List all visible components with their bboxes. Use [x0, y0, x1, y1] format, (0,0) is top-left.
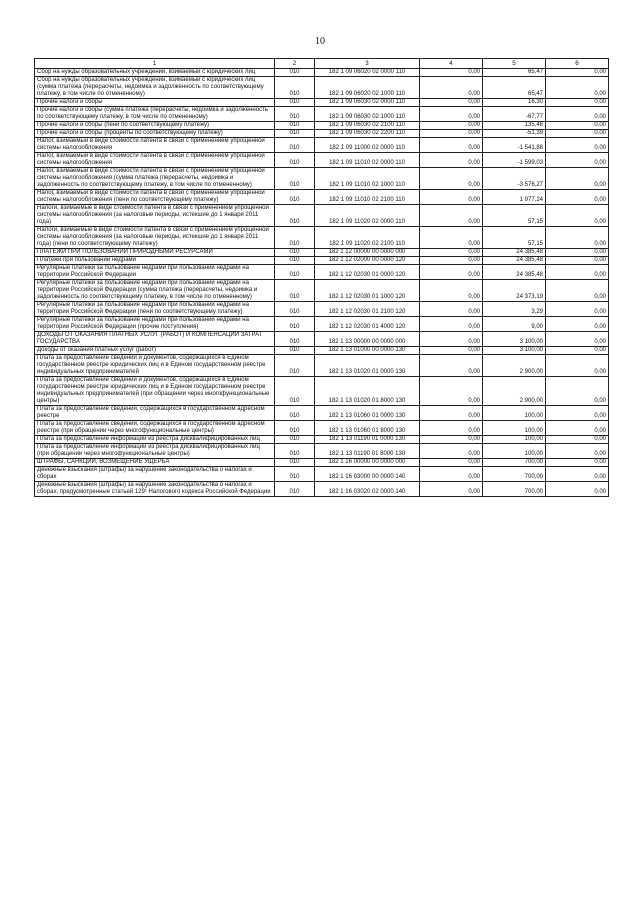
row-col6-value-cell: 0,00 [546, 107, 609, 122]
row-budget-code-cell: 182 1 09 11010 02 0000 110 [315, 153, 420, 168]
row-col4-value-cell: 0,00 [420, 249, 483, 257]
row-budget-code-cell: 182 1 09 06030 02 2200 110 [315, 130, 420, 138]
row-name-cell: Налог, взимаемый в виде стоимости патента в связи с применением упрощенной системы налогообложения (сумма платежа (перерасчеты, недоимка и задолженность по соответствующему платежу, в том числе по отмененному) [35, 168, 275, 190]
row-col5-value-cell: 2 900,00 [483, 355, 546, 377]
column-header-row [35, 59, 609, 69]
row-col6-value-cell: 0,00 [546, 421, 609, 436]
row-col5-value-cell: 700,00 [483, 467, 546, 482]
row-col6-value-cell: 0,00 [546, 436, 609, 444]
row-col5-value-cell: 700,00 [483, 459, 546, 467]
row-col6-value-cell: 0,00 [546, 347, 609, 355]
row-name-cell: Регулярные платежи за пользование недрами при пользовании недрами на территории Российской Федерации [35, 265, 275, 280]
table-row [35, 436, 609, 444]
row-name-cell: Налог, взимаемый в виде стоимости патента в связи с применением упрощенной системы налогообложения [35, 138, 275, 153]
row-col4-value-cell: 0,00 [420, 69, 483, 77]
row-col6-value-cell: 0,00 [546, 257, 609, 265]
row-col6-value-cell: 0,00 [546, 482, 609, 497]
row-name-cell: Прочие налоги и сборы (сумма платежа (перерасчеты, недоимка и задолженность по соответствующему платежу, в том числе по отмененному) [35, 107, 275, 122]
table-row [35, 280, 609, 302]
row-line-code-cell: 010 [275, 332, 315, 347]
row-line-code-cell: 010 [275, 436, 315, 444]
table-row [35, 130, 609, 138]
row-col4-value-cell: 0,00 [420, 205, 483, 227]
row-col6-value-cell: 0,00 [546, 138, 609, 153]
row-col4-value-cell: 0,00 [420, 77, 483, 99]
row-col6-value-cell: 0,00 [546, 249, 609, 257]
table-row [35, 227, 609, 249]
table-row [35, 406, 609, 421]
row-col6-value-cell: 0,00 [546, 406, 609, 421]
row-col5-value-cell: 16,30 [483, 99, 546, 107]
row-line-code-cell: 010 [275, 227, 315, 249]
table-row [35, 168, 609, 190]
row-col5-value-cell: 24 385,48 [483, 257, 546, 265]
row-col6-value-cell: 0,00 [546, 168, 609, 190]
table-row [35, 377, 609, 406]
row-line-code-cell: 010 [275, 257, 315, 265]
row-budget-code-cell: 182 1 12 02030 01 1000 120 [315, 280, 420, 302]
row-name-cell: Налоги, взимаемые в виде стоимости патента в связи с применением упрощенной системы налогообложения (за налоговые периоды, истекшие до 1 января 2011 года) [35, 205, 275, 227]
row-col5-value-cell: -3 576,27 [483, 168, 546, 190]
row-budget-code-cell: 182 1 13 01190 01 0000 130 [315, 436, 420, 444]
row-col4-value-cell: 0,00 [420, 459, 483, 467]
row-col4-value-cell: 0,00 [420, 280, 483, 302]
row-line-code-cell: 010 [275, 467, 315, 482]
table-row [35, 355, 609, 377]
row-name-cell: Регулярные платежи за пользование недрами при пользовании недрами на территории Российской Федерации (прочие поступления) [35, 317, 275, 332]
column-header-1: 1 [35, 59, 275, 69]
row-name-cell: Плата за предоставление информации из реестра дисквалифицированных лиц (при обращении через многофункциональные центры) [35, 444, 275, 459]
row-col6-value-cell: 0,00 [546, 205, 609, 227]
row-col6-value-cell: 0,00 [546, 265, 609, 280]
row-col4-value-cell: 0,00 [420, 347, 483, 355]
row-col6-value-cell: 0,00 [546, 280, 609, 302]
row-name-cell: Сбор на нужды образовательных учреждений, взимаемый с юридических лиц (сумма платежа (перерасчеты, недоимка и задолженность по соответствующему платежу, в том числе по отмененному) [35, 77, 275, 99]
row-col5-value-cell: 700,00 [483, 482, 546, 497]
row-name-cell: Прочие налоги и сборы (проценты по соответствующему платежу) [35, 130, 275, 138]
row-col4-value-cell: 0,00 [420, 190, 483, 205]
row-col5-value-cell: 65,47 [483, 77, 546, 99]
row-name-cell: ДОХОДЫ ОТ ОКАЗАНИЯ ПЛАТНЫХ УСЛУГ (РАБОТ) И КОМПЕНСАЦИИ ЗАТРАТ ГОСУДАРСТВА [35, 332, 275, 347]
row-budget-code-cell: 182 1 13 01060 01 8000 130 [315, 421, 420, 436]
row-line-code-cell: 010 [275, 205, 315, 227]
row-col5-value-cell: 3 100,00 [483, 332, 546, 347]
row-line-code-cell: 010 [275, 130, 315, 138]
row-budget-code-cell: 182 1 09 06030 02 2100 110 [315, 122, 420, 130]
row-col4-value-cell: 0,00 [420, 153, 483, 168]
row-budget-code-cell: 182 1 09 06030 02 0000 110 [315, 99, 420, 107]
row-budget-code-cell: 182 1 16 03020 02 0000 140 [315, 482, 420, 497]
row-col6-value-cell: 0,00 [546, 317, 609, 332]
row-line-code-cell: 010 [275, 421, 315, 436]
table-row [35, 257, 609, 265]
table-row [35, 421, 609, 436]
row-name-cell: ПЛАТЕЖИ ПРИ ПОЛЬЗОВАНИИ ПРИРОДНЫМИ РЕСУРСАМИ [35, 249, 275, 257]
row-budget-code-cell: 182 1 13 01060 01 0000 130 [315, 406, 420, 421]
row-col6-value-cell: 0,00 [546, 227, 609, 249]
table-row [35, 249, 609, 257]
row-col5-value-cell: 65,47 [483, 69, 546, 77]
table-row [35, 302, 609, 317]
row-line-code-cell: 010 [275, 302, 315, 317]
row-name-cell: Регулярные платежи за пользование недрами при пользовании недрами на территории Российской Федерации (сумма платежа (перерасчеты, недоимка и задолженность по соответствующему платежу, в том числе по отмененному) [35, 280, 275, 302]
row-budget-code-cell: 182 1 09 11010 02 2100 110 [315, 190, 420, 205]
row-line-code-cell: 010 [275, 280, 315, 302]
row-line-code-cell: 010 [275, 265, 315, 280]
row-line-code-cell: 010 [275, 99, 315, 107]
row-col5-value-cell: -1 541,88 [483, 138, 546, 153]
row-col5-value-cell: 24 373,19 [483, 280, 546, 302]
row-line-code-cell: 010 [275, 69, 315, 77]
table-row [35, 69, 609, 77]
row-budget-code-cell: 182 1 12 02030 01 2100 120 [315, 302, 420, 317]
row-col6-value-cell: 0,00 [546, 467, 609, 482]
table-row [35, 122, 609, 130]
row-col6-value-cell: 0,00 [546, 377, 609, 406]
row-name-cell: Прочие налоги и сборы [35, 99, 275, 107]
row-line-code-cell: 010 [275, 138, 315, 153]
row-col5-value-cell: 3 100,00 [483, 347, 546, 355]
row-name-cell: Плата за предоставление сведений, содержащихся в государственном адресном реестре (при обращении через многофункциональные центры) [35, 421, 275, 436]
row-budget-code-cell: 182 1 13 00000 00 0000 000 [315, 332, 420, 347]
row-col5-value-cell: -51,39 [483, 130, 546, 138]
row-name-cell: Регулярные платежи за пользование недрами при пользовании недрами на территории Российской Федерации (пени по соответствующему платежу) [35, 302, 275, 317]
row-line-code-cell: 010 [275, 190, 315, 205]
row-line-code-cell: 010 [275, 168, 315, 190]
column-header-3: 3 [315, 59, 420, 69]
row-col4-value-cell: 0,00 [420, 482, 483, 497]
column-header-5: 5 [483, 59, 546, 69]
row-line-code-cell: 010 [275, 444, 315, 459]
row-name-cell: Плата за предоставление сведений и документов, содержащихся в Едином государственном реестре юридических лиц и в Едином государственном реестре индивидуальных предпринимателей [35, 355, 275, 377]
row-col4-value-cell: 0,00 [420, 265, 483, 280]
row-line-code-cell: 010 [275, 406, 315, 421]
row-col4-value-cell: 0,00 [420, 332, 483, 347]
row-name-cell: Плата за предоставление информации из реестра дисквалифицированных лиц [35, 436, 275, 444]
report-table [34, 58, 609, 497]
row-budget-code-cell: 182 1 13 01020 01 0000 130 [315, 355, 420, 377]
row-col6-value-cell: 0,00 [546, 77, 609, 99]
row-line-code-cell: 010 [275, 377, 315, 406]
row-budget-code-cell: 182 1 13 01020 01 8000 130 [315, 377, 420, 406]
row-col5-value-cell: 24 385,48 [483, 265, 546, 280]
row-col4-value-cell: 0,00 [420, 130, 483, 138]
row-budget-code-cell: 182 1 13 01000 00 0000 130 [315, 347, 420, 355]
row-col4-value-cell: 0,00 [420, 444, 483, 459]
row-name-cell: Денежные взыскания (штрафы) за нарушение законодательства о налогах и сборах, предусмотренные статьей 129¹ Налогового кодекса Российской Федерации [35, 482, 275, 497]
table-row [35, 99, 609, 107]
row-col4-value-cell: 0,00 [420, 302, 483, 317]
row-col5-value-cell: 135,46 [483, 122, 546, 130]
row-budget-code-cell: 182 1 09 06020 02 0000 110 [315, 69, 420, 77]
row-budget-code-cell: 182 1 16 00000 00 0000 000 [315, 459, 420, 467]
row-budget-code-cell: 182 1 09 06020 02 1000 110 [315, 77, 420, 99]
row-col6-value-cell: 0,00 [546, 302, 609, 317]
row-name-cell: Сбор на нужды образовательных учреждений, взимаемый с юридических лиц [35, 69, 275, 77]
row-col4-value-cell: 0,00 [420, 138, 483, 153]
row-col4-value-cell: 0,00 [420, 122, 483, 130]
row-col4-value-cell: 0,00 [420, 377, 483, 406]
table-row [35, 459, 609, 467]
row-col6-value-cell: 0,00 [546, 99, 609, 107]
table-row [35, 77, 609, 99]
row-budget-code-cell: 182 1 09 11010 02 1000 110 [315, 168, 420, 190]
row-col5-value-cell: 9,00 [483, 317, 546, 332]
row-budget-code-cell: 182 1 09 06030 02 1000 110 [315, 107, 420, 122]
table-row [35, 444, 609, 459]
table-row [35, 317, 609, 332]
row-col6-value-cell: 0,00 [546, 190, 609, 205]
row-line-code-cell: 010 [275, 153, 315, 168]
row-budget-code-cell: 182 1 09 11000 02 0000 110 [315, 138, 420, 153]
row-col5-value-cell: 100,00 [483, 436, 546, 444]
row-name-cell: Плата за предоставление сведений, содержащихся в государственном адресном реестре [35, 406, 275, 421]
table-row [35, 205, 609, 227]
row-col4-value-cell: 0,00 [420, 467, 483, 482]
row-col5-value-cell: 3,29 [483, 302, 546, 317]
column-header-6: 6 [546, 59, 609, 69]
row-col5-value-cell: 57,15 [483, 227, 546, 249]
row-col5-value-cell: 24 385,48 [483, 249, 546, 257]
row-name-cell: Денежные взыскания (штрафы) за нарушение законодательства о налогах и сборах [35, 467, 275, 482]
row-line-code-cell: 010 [275, 249, 315, 257]
row-col6-value-cell: 0,00 [546, 332, 609, 347]
row-budget-code-cell: 182 1 09 11020 02 2100 110 [315, 227, 420, 249]
row-line-code-cell: 010 [275, 482, 315, 497]
row-budget-code-cell: 182 1 16 03000 00 0000 140 [315, 467, 420, 482]
row-col4-value-cell: 0,00 [420, 107, 483, 122]
row-col4-value-cell: 0,00 [420, 406, 483, 421]
row-budget-code-cell: 182 1 12 02030 01 0000 120 [315, 265, 420, 280]
row-col5-value-cell: 100,00 [483, 406, 546, 421]
table-row [35, 332, 609, 347]
row-col6-value-cell: 0,00 [546, 153, 609, 168]
row-col4-value-cell: 0,00 [420, 168, 483, 190]
row-line-code-cell: 010 [275, 77, 315, 99]
row-col5-value-cell: 1 977,24 [483, 190, 546, 205]
row-name-cell: Платежи при пользовании недрами [35, 257, 275, 265]
row-col6-value-cell: 0,00 [546, 130, 609, 138]
row-col5-value-cell: -1 599,03 [483, 153, 546, 168]
table-row [35, 153, 609, 168]
row-name-cell: Налоги, взимаемые в виде стоимости патента в связи с применением упрощенной системы налогообложения (за налоговые периоды, истекшие до 1 января 2011 года) (пени по соответствующему платежу) [35, 227, 275, 249]
row-line-code-cell: 010 [275, 355, 315, 377]
row-col4-value-cell: 0,00 [420, 355, 483, 377]
table-row [35, 347, 609, 355]
row-col6-value-cell: 0,00 [546, 444, 609, 459]
row-name-cell: Доходы от оказания платных услуг (работ) [35, 347, 275, 355]
row-name-cell: Налог, взимаемый в виде стоимости патента в связи с применением упрощенной системы налогообложения (пени по соответствующему платежу) [35, 190, 275, 205]
row-col6-value-cell: 0,00 [546, 459, 609, 467]
row-name-cell: Налог, взимаемый в виде стоимости патента в связи с применением упрощенной системы налогообложения [35, 153, 275, 168]
row-line-code-cell: 010 [275, 347, 315, 355]
row-budget-code-cell: 182 1 12 00000 00 0000 000 [315, 249, 420, 257]
row-col6-value-cell: 0,00 [546, 355, 609, 377]
row-col5-value-cell: -67,77 [483, 107, 546, 122]
row-col4-value-cell: 0,00 [420, 227, 483, 249]
table-row [35, 265, 609, 280]
row-col4-value-cell: 0,00 [420, 317, 483, 332]
row-budget-code-cell: 182 1 13 01190 01 8000 130 [315, 444, 420, 459]
column-header-2: 2 [275, 59, 315, 69]
row-col6-value-cell: 0,00 [546, 122, 609, 130]
row-name-cell: ШТРАФЫ, САНКЦИИ, ВОЗМЕЩЕНИЕ УЩЕРБА [35, 459, 275, 467]
row-col5-value-cell: 57,15 [483, 205, 546, 227]
row-col4-value-cell: 0,00 [420, 436, 483, 444]
row-line-code-cell: 010 [275, 459, 315, 467]
row-col5-value-cell: 100,00 [483, 444, 546, 459]
row-col4-value-cell: 0,00 [420, 99, 483, 107]
row-col6-value-cell: 0,00 [546, 69, 609, 77]
row-budget-code-cell: 182 1 12 02030 01 4000 120 [315, 317, 420, 332]
row-line-code-cell: 010 [275, 317, 315, 332]
row-col5-value-cell: 2 900,00 [483, 377, 546, 406]
row-budget-code-cell: 182 1 12 02000 00 0000 120 [315, 257, 420, 265]
row-line-code-cell: 010 [275, 122, 315, 130]
table-row [35, 107, 609, 122]
column-header-4: 4 [420, 59, 483, 69]
page-number: 10 [315, 36, 325, 47]
table-row [35, 138, 609, 153]
table-row [35, 482, 609, 497]
row-col4-value-cell: 0,00 [420, 421, 483, 436]
table-row [35, 190, 609, 205]
row-name-cell: Прочие налоги и сборы (пени по соответствующему платежу) [35, 122, 275, 130]
table-row [35, 467, 609, 482]
row-col4-value-cell: 0,00 [420, 257, 483, 265]
row-line-code-cell: 010 [275, 107, 315, 122]
row-name-cell: Плата за предоставление сведений и документов, содержащихся в Едином государственном реестре юридических лиц и в Едином государственном реестре индивидуальных предпринимателей (при обращении через многофункциональные центры) [35, 377, 275, 406]
row-col5-value-cell: 100,00 [483, 421, 546, 436]
row-budget-code-cell: 182 1 09 11020 02 0000 110 [315, 205, 420, 227]
